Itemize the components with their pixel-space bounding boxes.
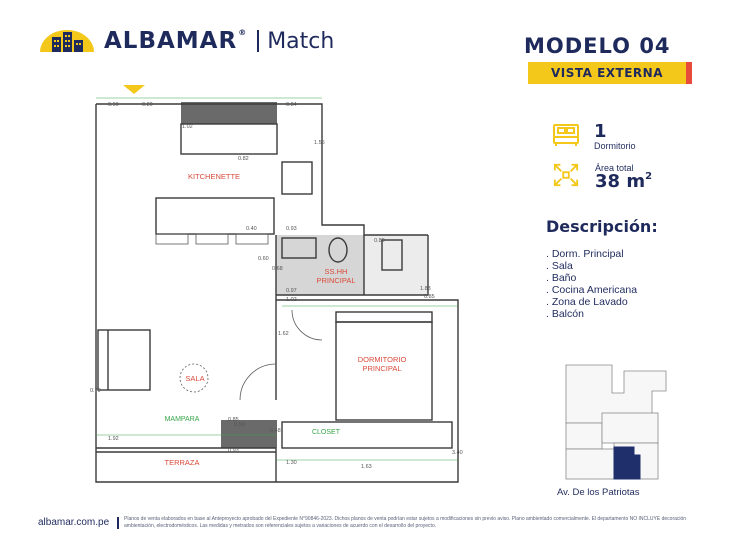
location-caption: Av. De los Patriotas [557,487,640,498]
svg-text:0.68: 0.68 [272,266,283,272]
area-label: Área total [595,163,634,173]
svg-text:1.02: 1.02 [286,297,297,303]
list-item: . Sala [546,260,573,272]
footer-separator [117,517,119,529]
svg-text:0.40: 0.40 [246,226,257,232]
svg-text:0.85: 0.85 [228,417,239,423]
bedrooms-label: Dormitorio [594,141,636,151]
room-label-sshh-2: PRINCIPAL [316,276,356,285]
bedrooms-count: 1 [594,121,607,142]
svg-text:0.60: 0.60 [258,256,269,262]
svg-text:1.83: 1.83 [420,286,431,292]
svg-text:3.40: 3.40 [452,450,463,456]
svg-text:0.84: 0.84 [286,102,297,108]
floor-plan [86,80,478,492]
svg-text:1.92: 1.92 [108,436,119,442]
room-label-dormitorio: DORMITORIO [357,355,407,364]
svg-text:0.90: 0.90 [108,102,119,108]
list-item: . Cocina Americana [546,284,638,296]
svg-text:1.55: 1.55 [314,140,325,146]
room-label-dormitorio-2: PRINCIPAL [362,364,402,373]
list-item: . Dorm. Principal [546,248,624,260]
closet-label: CLOSET [311,429,341,436]
svg-text:0.48: 0.48 [270,428,281,434]
svg-text:0.20: 0.20 [142,102,153,108]
area-value: 38 $m^2$ [595,171,653,192]
north-marker-triangle [123,85,145,94]
brand-separator [257,30,259,52]
location-key-map [562,363,670,483]
description-title: Descripción: [546,217,658,236]
room-label-sala: SALA [185,374,205,383]
area-arrows-icon [551,162,581,188]
list-item: . Baño [546,272,577,284]
svg-text:1.62: 1.62 [278,331,289,337]
svg-text:1.30: 1.30 [286,460,297,466]
list-item: . Balcón [546,308,584,320]
room-label-terraza: TERRAZA [164,458,200,467]
model-title: MODELO 04 [524,34,671,58]
svg-text:1.02: 1.02 [182,124,193,130]
svg-text:0.93: 0.93 [286,226,297,232]
description-list [546,248,637,320]
svg-text:0.97: 0.97 [286,288,297,294]
view-badge: VISTA EXTERNA [528,62,692,84]
bed-icon [551,122,581,148]
room-label-kitchenette: KITCHENETTE [187,172,241,181]
svg-text:0.93: 0.93 [228,448,239,454]
building-sun-logo-icon [38,28,96,54]
mampara-label: MAMPARA [164,416,200,423]
list-item: . Zona de Lavado [546,296,628,308]
brand-subtitle: Match [267,28,335,54]
room-label-sshh: SS.HH [324,267,348,276]
svg-text:0.80: 0.80 [374,238,385,244]
svg-text:0.70: 0.70 [90,388,101,394]
footer-disclaimer: Planos de venta elaborados en base al Anteproyecto aprobado del Expediente N°90846-2023. Dichos planos de venta podrían estar sujetos a modificaciones sin previo aviso. Plano ambientado comercialmente. El departamento NO INCLUYE decoración ambientación, electrodomésticos. Las medidas y metrados son referenciales sujetos a variaciones de acuerdo con el desarrollo del proyecto. [124,516,687,529]
svg-text:0.85: 0.85 [424,294,435,300]
svg-text:0.82: 0.82 [238,156,249,162]
svg-text:0.50: 0.50 [234,422,245,428]
footer-website: albamar.com.pe [38,517,110,528]
brand-name: ALBAMAR® [104,28,248,54]
brand-logo [38,26,334,56]
svg-text:1.63: 1.63 [361,464,372,470]
